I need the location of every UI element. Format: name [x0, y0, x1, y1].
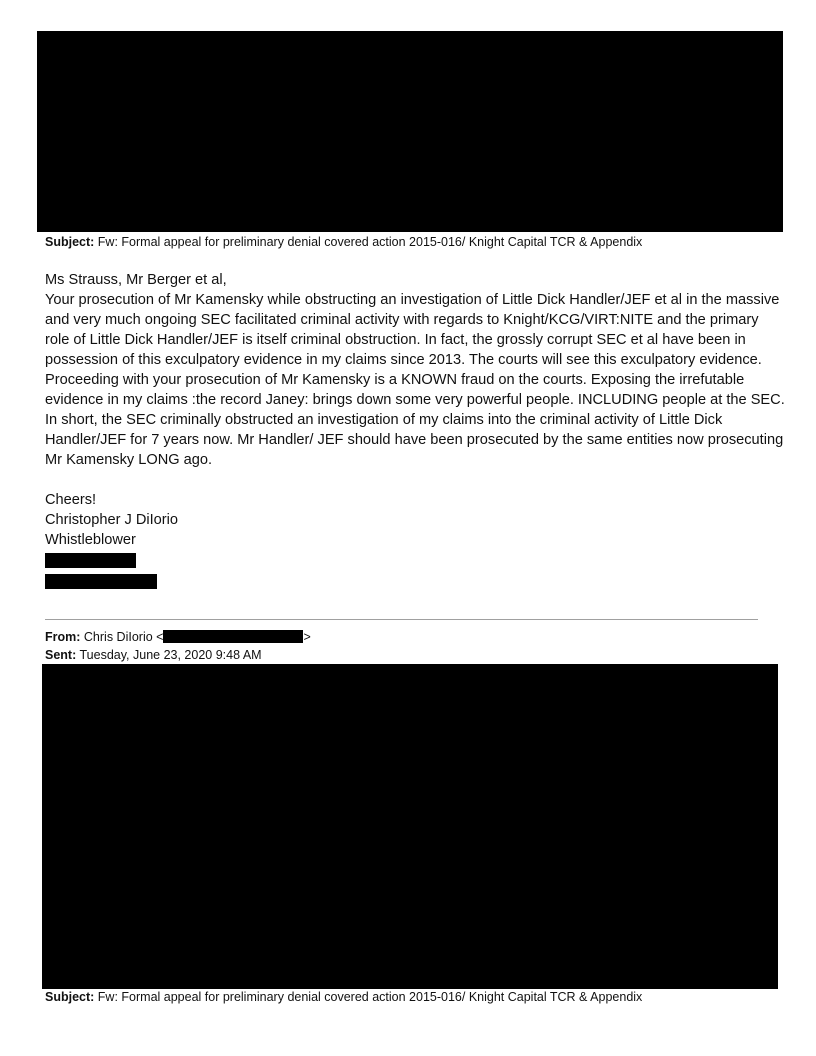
- subject-value-2: Fw: Formal appeal for preliminary denial covered action 2015-016/ Knight Capital TCR & Appendix: [97, 990, 643, 1004]
- subject-label-2: Subject:: [45, 990, 95, 1004]
- divider-rule: [45, 619, 758, 620]
- sent-value: Tuesday, June 23, 2020 9:48 AM: [79, 648, 262, 662]
- message-body: [45, 270, 785, 550]
- subject-line-2: [45, 989, 642, 1005]
- redaction-signature-line-1: [45, 553, 136, 568]
- subject-label: Subject:: [45, 235, 95, 249]
- redaction-signature-line-2: [45, 574, 157, 589]
- salutation: Ms Strauss, Mr Berger et al,: [45, 272, 227, 288]
- blank-line: [45, 470, 785, 490]
- subject-value: Fw: Formal appeal for preliminary denial covered action 2015-016/ Knight Capital TCR & Appendix: [97, 235, 643, 249]
- from-close: >: [303, 630, 311, 644]
- closing: Cheers!: [45, 492, 97, 508]
- signature-title: Whistleblower: [45, 532, 136, 548]
- redaction-block-bottom: [42, 664, 778, 989]
- signature-name: Christopher J DiIorio: [45, 512, 179, 528]
- message-paragraph: Your prosecution of Mr Kamensky while obstructing an investigation of Little Dick Handler/JEF et al in the massive and very much ongoing SEC facilitated criminal activity with regards to Knight/KCG/VIRT:NITE and the primary role of Little Dick Handler/JEF is itself criminal obstruction. In fact, the grossly corrupt SEC et al have been in possession of this exculpatory evidence in my claims since 2013. The courts will see this exculpatory evidence. Proceeding with your prosecution of Mr Kamensky is a KNOWN fraud on the courts. Exposing the irrefutable evidence in my claims :the record Janey: brings down some very powerful people. INCLUDING people at the SEC. In short, the SEC criminally obstructed an investigation of my claims into the criminal activity of Little Dick Handler/JEF for 7 years now. Mr Handler/ JEF should have been prosecuted by the same entities now prosecuting Mr Kamensky LONG ago.: [45, 292, 785, 468]
- subject-line-1: [45, 234, 642, 250]
- redaction-email: [163, 630, 303, 643]
- sent-label: Sent:: [45, 648, 77, 662]
- from-line: [45, 629, 311, 645]
- from-name: Chris DiIorio <: [83, 630, 164, 644]
- from-label: From:: [45, 630, 81, 644]
- redaction-block-top: [37, 31, 783, 232]
- sent-line: [45, 647, 262, 663]
